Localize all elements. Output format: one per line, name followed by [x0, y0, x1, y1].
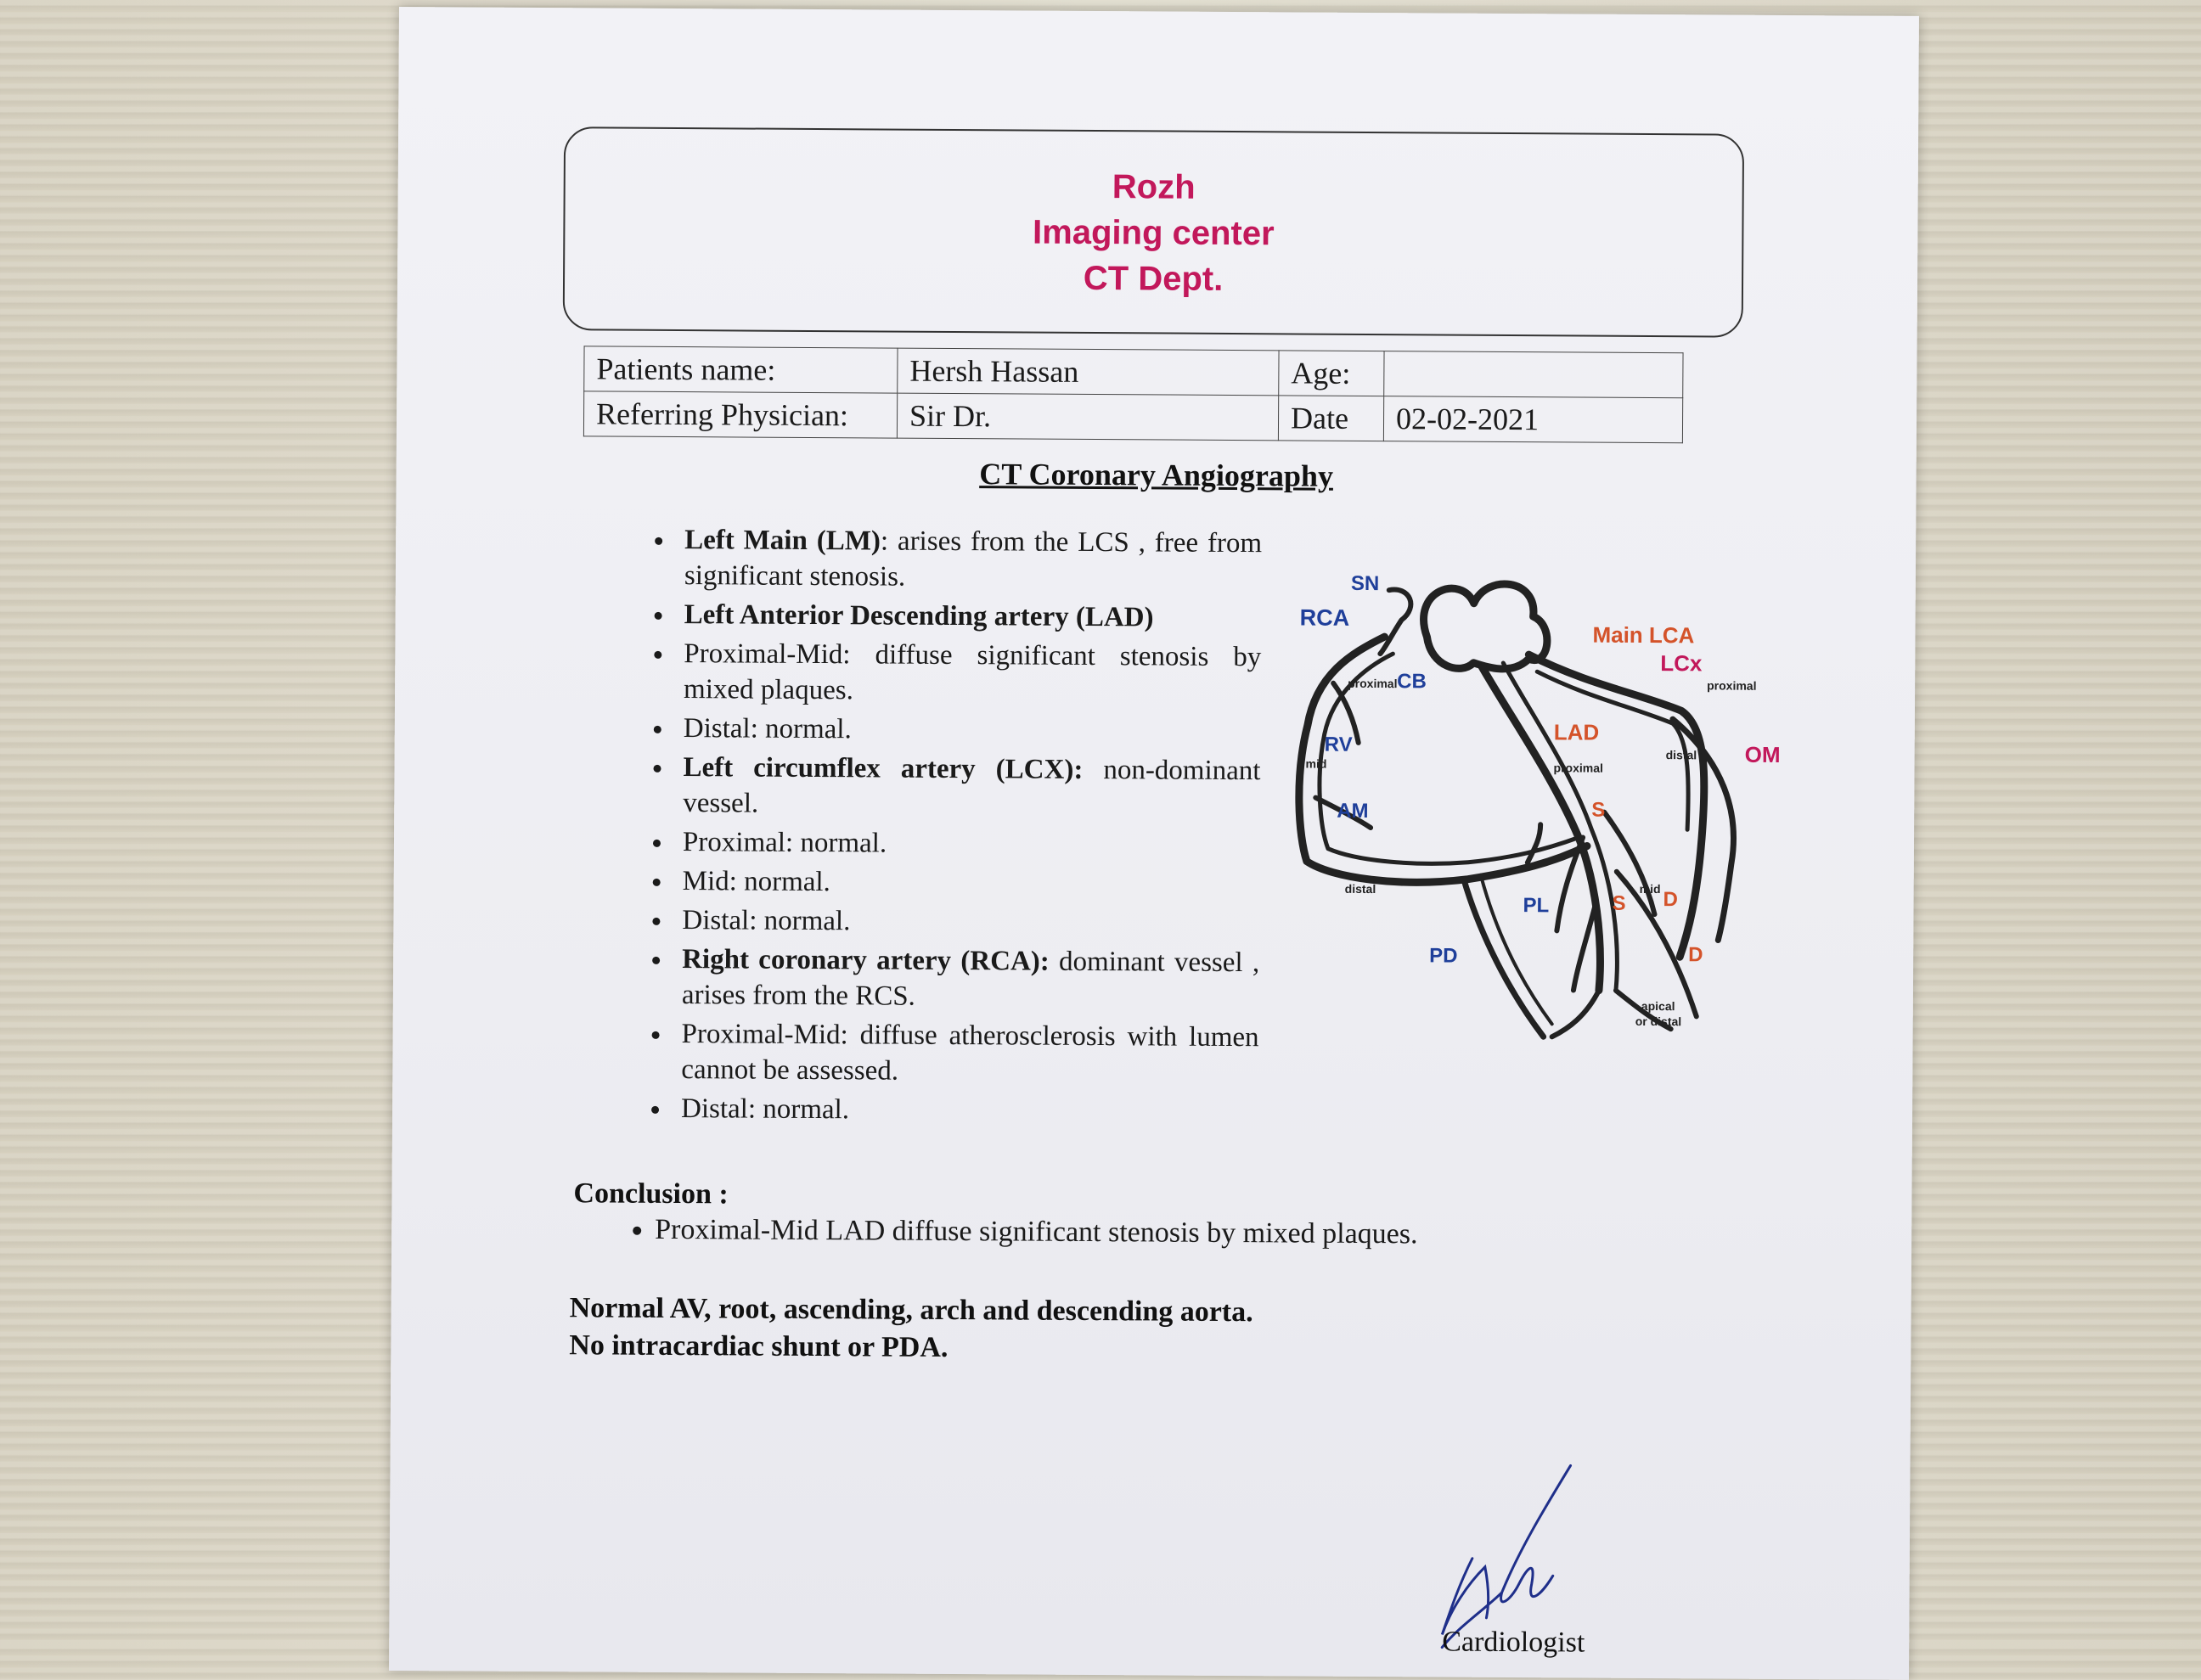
label-apical: apical	[1641, 999, 1675, 1013]
list-item	[674, 863, 1260, 902]
label-diagonal-2: D	[1688, 943, 1703, 966]
report-title: CT Coronary Angiography	[397, 452, 1917, 497]
patient-info-table	[583, 346, 1684, 443]
list-item	[676, 522, 1263, 597]
label-distal-r: distal	[1345, 882, 1376, 896]
label-lad: LAD	[1554, 719, 1600, 744]
finding-text: non-dominant vessel.	[683, 755, 1260, 819]
finding-text: dominant vessel , arises from the RCS.	[682, 947, 1259, 1012]
finding-text: Distal: normal.	[681, 1093, 849, 1125]
pl-branch	[1528, 824, 1540, 862]
finding-text: Proximal-Mid: diffuse atherosclerosis with lumen cannot be assessed.	[681, 1019, 1258, 1087]
finding-bold: Right coronary artery (RCA):	[682, 944, 1050, 977]
label-proximal-l: proximal	[1707, 678, 1756, 692]
finding-text: : arises from the LCS , free from significant stenosis.	[684, 525, 1262, 592]
label-lcx: LCx	[1660, 650, 1703, 676]
finding-text: Mid: normal.	[683, 866, 830, 897]
physician-value: Sir Dr.	[897, 393, 1278, 441]
conclusion-label: Conclusion :	[573, 1177, 729, 1211]
list-item	[676, 597, 1262, 636]
label-diagonal-1: D	[1663, 888, 1679, 911]
table-row	[583, 391, 1682, 443]
label-or-distal: or distal	[1635, 1014, 1682, 1028]
aorta-line-2: No intracardiac shunt or PDA.	[569, 1327, 1252, 1368]
age-value	[1384, 351, 1683, 398]
label-rv: RV	[1325, 733, 1353, 756]
table-row	[584, 346, 1683, 398]
finding-text: Distal: normal.	[684, 713, 852, 744]
patient-name-value: Hersh Hassan	[898, 348, 1279, 396]
header-line-2: Imaging center	[565, 206, 1742, 259]
patient-name-label: Patients name:	[584, 346, 898, 393]
header-line-3: CT Dept.	[565, 252, 1742, 305]
header-line-1: Rozh	[566, 160, 1742, 213]
signature-icon	[1391, 1456, 1680, 1653]
conclusion-list	[621, 1214, 1674, 1253]
aorta-findings	[569, 1289, 1253, 1368]
list-item	[674, 750, 1261, 824]
findings-list	[639, 522, 1262, 1133]
label-proximal-r: proximal	[1348, 677, 1397, 690]
label-mid-l: mid	[1640, 882, 1661, 896]
list-item: • Proximal-Mid LAD diffuse significant stenosis by mixed plaques.	[655, 1214, 1674, 1252]
label-sn: SN	[1351, 572, 1380, 595]
sn-branch	[1380, 589, 1410, 654]
header-box	[563, 126, 1744, 337]
coronary-artery-diagram	[1298, 555, 1776, 1050]
list-item	[674, 824, 1260, 863]
signature-title: Cardiologist	[1442, 1627, 1585, 1660]
list-item	[673, 1091, 1258, 1130]
label-main-lca: Main LCA	[1592, 622, 1694, 649]
finding-bold: Left Main (LM)	[684, 525, 881, 556]
apical-branch	[1552, 990, 1599, 1037]
list-item	[673, 1016, 1259, 1091]
age-label: Age:	[1279, 351, 1384, 396]
label-septal-2: S	[1612, 892, 1625, 915]
aorta-line-1: Normal AV, root, ascending, arch and descending aorta.	[570, 1289, 1253, 1331]
label-am: AM	[1337, 800, 1368, 823]
label-cb: CB	[1397, 670, 1427, 693]
date-label: Date	[1278, 396, 1383, 441]
list-item	[673, 902, 1259, 941]
label-distal-l: distal	[1666, 748, 1697, 761]
label-proximal-lad: proximal	[1554, 761, 1603, 774]
septal-2	[1573, 905, 1596, 990]
date-value: 02-02-2021	[1383, 396, 1682, 443]
finding-text: Proximal: normal.	[683, 827, 887, 858]
finding-text: Distal: normal.	[682, 905, 850, 936]
label-septal-1: S	[1591, 799, 1605, 822]
finding-bold: Left circumflex artery (LCX):	[683, 752, 1083, 785]
label-om: OM	[1745, 742, 1781, 767]
label-rca: RCA	[1300, 604, 1350, 630]
finding-bold: Left Anterior Descending artery (LAD)	[684, 599, 1154, 632]
list-item	[673, 941, 1260, 1016]
finding-text: Proximal-Mid: diffuse significant stenosis by mixed plaques.	[684, 638, 1261, 705]
report-paper	[389, 7, 1919, 1680]
label-mid-r: mid	[1306, 757, 1327, 771]
list-item	[675, 711, 1261, 750]
label-pd: PD	[1429, 944, 1458, 967]
list-item	[675, 636, 1262, 711]
physician-label: Referring Physician:	[583, 391, 897, 438]
label-pl: PL	[1523, 894, 1549, 917]
